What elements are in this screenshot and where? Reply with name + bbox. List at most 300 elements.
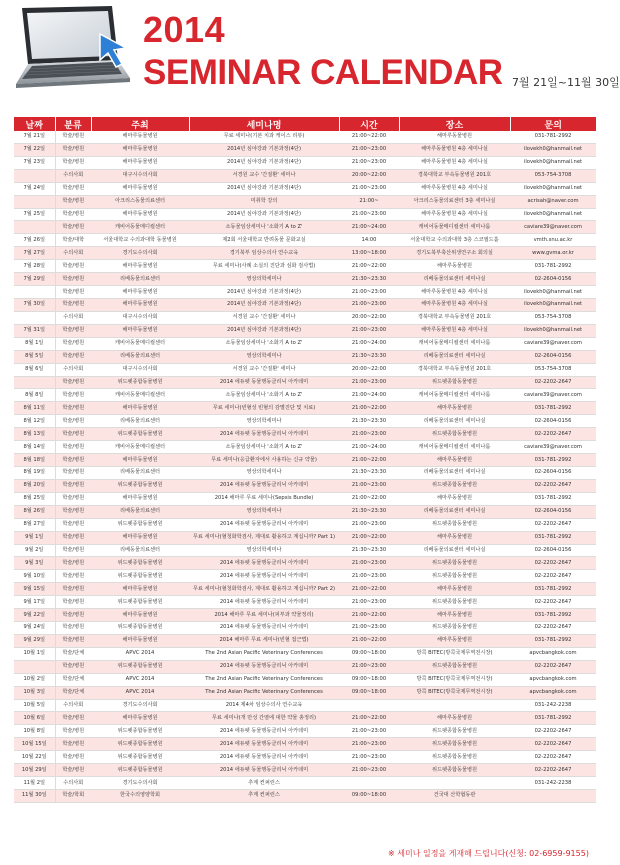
date-cell: 8월 11일 — [14, 402, 55, 415]
category-cell: 학술/병원 — [55, 208, 91, 221]
contact-cell: 02-2202-2647 — [510, 376, 596, 389]
contact-cell: 031-781-2992 — [510, 402, 596, 415]
host-cell: 경기도수의사회 — [91, 699, 189, 712]
date-cell: 10월 29일 — [14, 764, 55, 777]
contact-cell: 02-2202-2647 — [510, 428, 596, 441]
time-cell: 21:30~23:30 — [339, 544, 399, 557]
category-cell: 학술/병원 — [55, 195, 91, 208]
table-row — [14, 221, 596, 234]
time-cell: 21:00~23:00 — [339, 596, 399, 609]
category-cell: 학술/병원 — [55, 751, 91, 764]
contact-cell: 02-2604-0156 — [510, 544, 596, 557]
place-cell — [399, 699, 510, 712]
time-cell: 21:00~23:00 — [339, 557, 399, 570]
seminar-name-cell: The 2nd Asian Pacific Veterinary Conferences — [189, 673, 339, 686]
date-cell: 7월 27일 — [14, 247, 55, 260]
contact-cell: ilovekh0@hanmail.net — [510, 208, 596, 221]
category-cell: 학술/병원 — [55, 492, 91, 505]
header-place: 장소 — [399, 117, 510, 131]
time-cell: 21:00~24:00 — [339, 441, 399, 454]
host-cell: 리베동물의료센터 — [91, 466, 189, 479]
host-cell: 캐비어동물메디컬센터 — [91, 337, 189, 350]
date-cell: 8월 19일 — [14, 466, 55, 479]
seminar-name-cell: 소동물임상세미나 '소화기 A to Z' — [189, 337, 339, 350]
date-cell: 8월 5일 — [14, 350, 55, 363]
host-cell: APVC 2014 — [91, 647, 189, 660]
time-cell: 21:00~23:00 — [339, 751, 399, 764]
seminar-name-cell: 2014 에듀펫 동물행동클리닉 아카데미 — [189, 751, 339, 764]
category-cell: 수의사회 — [55, 363, 91, 376]
time-cell: 21:30~23:30 — [339, 273, 399, 286]
host-cell: 캐비어동물메디컬센터 — [91, 221, 189, 234]
category-cell: 학술/병원 — [55, 738, 91, 751]
category-cell: 학술/병원 — [55, 725, 91, 738]
time-cell: 21:00~22:00 — [339, 583, 399, 596]
contact-cell: caviare39@naver.com — [510, 337, 596, 350]
contact-cell: 02-2202-2647 — [510, 570, 596, 583]
table-row — [14, 441, 596, 454]
host-cell: 해마루동물병원 — [91, 531, 189, 544]
place-cell: 해마루동물병원 4층 세미나실 — [399, 143, 510, 156]
header-contact: 문의 — [510, 117, 596, 131]
contact-cell: 031-242-2238 — [510, 777, 596, 790]
place-cell: 서울대학교 수의과대학 3층 스코필드홀 — [399, 234, 510, 247]
time-cell: 21:00~23:00 — [339, 725, 399, 738]
date-cell: 8월 1일 — [14, 337, 55, 350]
host-cell: 해마루동물병원 — [91, 609, 189, 622]
table-header-row — [14, 117, 596, 131]
host-cell: 해마루동물병원 — [91, 634, 189, 647]
time-cell: 21:00~23:00 — [339, 182, 399, 195]
time-cell: 21:00~23:00 — [339, 208, 399, 221]
host-cell: 리베동물의료센터 — [91, 505, 189, 518]
place-cell: 위드펫종합동물병원 — [399, 479, 510, 492]
host-cell: 위드펫종합동물병원 — [91, 428, 189, 441]
category-cell: 학술/병원 — [55, 712, 91, 725]
seminar-name-cell: 2014년 심야강좌 기본과정(4단) — [189, 324, 339, 337]
contact-cell: 02-2604-0156 — [510, 466, 596, 479]
category-cell: 학술/병원 — [55, 505, 91, 518]
category-cell: 학술/병원 — [55, 389, 91, 402]
place-cell: 위드펫종합동물병원 — [399, 622, 510, 635]
seminar-name-cell: 2014 제4차 임상수의사 연수교육 — [189, 699, 339, 712]
host-cell: 해마루동물병원 — [91, 492, 189, 505]
place-cell: 리베동물의료센터 세미나실 — [399, 544, 510, 557]
contact-cell: www.gvma.or.kr — [510, 247, 596, 260]
contact-cell: 031-781-2992 — [510, 131, 596, 143]
header-time: 시간 — [339, 117, 399, 131]
place-cell: 캐비어동물메디컬센터 세미나룸 — [399, 441, 510, 454]
category-cell: 학술/병원 — [55, 221, 91, 234]
place-cell — [399, 777, 510, 790]
time-cell: 21:00~22:00 — [339, 454, 399, 467]
place-cell: 위드펫종합동물병원 — [399, 570, 510, 583]
host-cell: 대구시수의사회 — [91, 363, 189, 376]
seminar-name-cell: 서경원 교수 '간질환' 세미나 — [189, 169, 339, 182]
time-cell: 21:00~23:00 — [339, 376, 399, 389]
host-cell: 위드펫종합동물병원 — [91, 622, 189, 635]
date-cell: 7월 26일 — [14, 234, 55, 247]
seminar-name-cell: 2014 에듀펫 동물행동클리닉 아카데미 — [189, 660, 339, 673]
time-cell: 21:00~23:00 — [339, 622, 399, 635]
date-cell: 8월 20일 — [14, 479, 55, 492]
host-cell: 위드펫종합동물병원 — [91, 376, 189, 389]
category-cell: 학술/병원 — [55, 324, 91, 337]
time-cell: 21:30~23:30 — [339, 415, 399, 428]
place-cell: 해마루동물병원 — [399, 260, 510, 273]
category-cell: 학술/단체 — [55, 673, 91, 686]
time-cell: 09:00~18:00 — [339, 790, 399, 803]
time-cell: 21:00~24:00 — [339, 337, 399, 350]
place-cell: 건국대 산학협동관 — [399, 790, 510, 803]
host-cell: 해마루동물병원 — [91, 583, 189, 596]
time-cell: 21:00~22:00 — [339, 131, 399, 143]
place-cell: 위드펫종합동물병원 — [399, 428, 510, 441]
time-cell: 21:00~23:00 — [339, 428, 399, 441]
seminar-name-cell: 2014년 심야강좌 기본과정(4단) — [189, 208, 339, 221]
contact-cell: 02-2202-2647 — [510, 479, 596, 492]
contact-cell: 02-2202-2647 — [510, 518, 596, 531]
place-cell: 위드펫종합동물병원 — [399, 725, 510, 738]
contact-cell: 02-2604-0156 — [510, 273, 596, 286]
seminar-name-cell: 미취학 강의 — [189, 195, 339, 208]
category-cell: 학술/병원 — [55, 479, 91, 492]
seminar-name-cell: 추계 컨퍼런스 — [189, 790, 339, 803]
header-date: 날짜 — [14, 117, 55, 131]
category-cell: 학술/병원 — [55, 557, 91, 570]
host-cell: 경기도수의사회 — [91, 247, 189, 260]
seminar-name-cell: 제2회 서울대학교 반려동물 문화교실 — [189, 234, 339, 247]
date-cell: 8월 14일 — [14, 441, 55, 454]
date-cell: 9월 24일 — [14, 622, 55, 635]
date-cell: 10월 3일 — [14, 686, 55, 699]
date-cell: 7월 21일 — [14, 131, 55, 143]
host-cell: 위드펫종합동물병원 — [91, 751, 189, 764]
category-cell: 학술/대학 — [55, 234, 91, 247]
date-cell — [14, 660, 55, 673]
place-cell: 해마루동물병원 4층 세미나실 — [399, 182, 510, 195]
table-row — [14, 790, 596, 803]
place-cell: 리베동물의료센터 세미나실 — [399, 466, 510, 479]
category-cell: 수의사회 — [55, 699, 91, 712]
host-cell: 위드펫종합동물병원 — [91, 725, 189, 738]
seminar-name-cell: 무료 세미나(개 만성 간염에 대한 약물 총정리) — [189, 712, 339, 725]
host-cell: 해마루동물병원 — [91, 286, 189, 299]
time-cell: 13:00~18:00 — [339, 247, 399, 260]
date-cell: 8월 27일 — [14, 518, 55, 531]
category-cell: 수의사회 — [55, 247, 91, 260]
host-cell: 위드펫종합동물병원 — [91, 660, 189, 673]
time-cell: 21:00~22:00 — [339, 531, 399, 544]
seminar-name-cell: 무료 세미나(사례 소실의 진단과 심화 검사법) — [189, 260, 339, 273]
seminar-name-cell: 2014년 심야강좌 기본과정(4단) — [189, 182, 339, 195]
place-cell: 위드펫종합동물병원 — [399, 596, 510, 609]
time-cell: 21:00~23:00 — [339, 764, 399, 777]
host-cell: 위드펫종합동물병원 — [91, 596, 189, 609]
date-cell: 9월 17일 — [14, 596, 55, 609]
seminar-name-cell: 무료 세미나(기본 치과 케이스 리뷰) — [189, 131, 339, 143]
category-cell: 수의사회 — [55, 169, 91, 182]
host-cell: 해마루동물병원 — [91, 402, 189, 415]
seminar-name-cell: 영상의학세미나 — [189, 415, 339, 428]
date-cell: 7월 29일 — [14, 273, 55, 286]
date-cell: 8월 25일 — [14, 492, 55, 505]
date-cell: 10월 15일 — [14, 738, 55, 751]
place-cell: 위드펫종합동물병원 — [399, 557, 510, 570]
date-cell: 9월 10일 — [14, 570, 55, 583]
time-cell: 21:00~ — [339, 195, 399, 208]
host-cell: 해마루동물병원 — [91, 712, 189, 725]
category-cell: 학술/병원 — [55, 441, 91, 454]
date-cell: 10월 5일 — [14, 699, 55, 712]
table-row — [14, 518, 596, 531]
table-row — [14, 660, 596, 673]
contact-cell: caviare39@naver.com — [510, 221, 596, 234]
date-cell: 10월 6일 — [14, 712, 55, 725]
table-row — [14, 570, 596, 583]
table-row — [14, 143, 596, 156]
seminar-name-cell: 무료 세미나(혈청화학검사, 제대로 활용하고 계십니까? Part 1) — [189, 531, 339, 544]
category-cell: 학술/병원 — [55, 622, 91, 635]
category-cell: 학술/단체 — [55, 686, 91, 699]
table-row — [14, 622, 596, 635]
host-cell: 리베동물의료센터 — [91, 273, 189, 286]
time-cell: 21:00~22:00 — [339, 402, 399, 415]
host-cell: APVC 2014 — [91, 686, 189, 699]
seminar-name-cell: 무료 세미나(빈혈성 빈혈의 감별진단 및 치료) — [189, 402, 339, 415]
date-cell — [14, 311, 55, 324]
contact-cell: apvcbangkok.com — [510, 647, 596, 660]
table-row — [14, 415, 596, 428]
contact-cell: 02-2604-0156 — [510, 505, 596, 518]
category-cell: 학술/병원 — [55, 298, 91, 311]
table-row — [14, 686, 596, 699]
seminar-name-cell: 2014 에듀펫 동물행동클리닉 아카데미 — [189, 479, 339, 492]
contact-cell: apvcbangkok.com — [510, 673, 596, 686]
host-cell: 위드펫종합동물병원 — [91, 570, 189, 583]
category-cell: 학술/병원 — [55, 544, 91, 557]
contact-cell: ilovekh0@hanmail.net — [510, 286, 596, 299]
contact-cell: 02-2202-2647 — [510, 596, 596, 609]
contact-cell — [510, 790, 596, 803]
seminar-name-cell: 2014 해마루 무료 세미나(빈혈 접근법) — [189, 634, 339, 647]
date-cell: 8월 18일 — [14, 454, 55, 467]
table-row — [14, 131, 596, 143]
table-row — [14, 156, 596, 169]
table-row — [14, 389, 596, 402]
date-cell — [14, 195, 55, 208]
seminar-name-cell: 서경원 교수 '간질환' 세미나 — [189, 311, 339, 324]
time-cell: 21:00~23:00 — [339, 298, 399, 311]
place-cell: 캐비어동물메디컬센터 세미나룸 — [399, 337, 510, 350]
contact-cell: apvcbangkok.com — [510, 686, 596, 699]
time-cell: 21:00~24:00 — [339, 221, 399, 234]
time-cell: 21:30~23:30 — [339, 350, 399, 363]
contact-cell: 031-781-2992 — [510, 260, 596, 273]
table-row — [14, 466, 596, 479]
place-cell: 해마루동물병원 — [399, 634, 510, 647]
time-cell: 20:00~22:00 — [339, 311, 399, 324]
host-cell: 아크리스동물의료센터 — [91, 195, 189, 208]
seminar-name-cell: 2014 해마루 무료 세미나(Sepsis Bundle) — [189, 492, 339, 505]
time-cell: 21:00~23:00 — [339, 738, 399, 751]
seminar-name-cell: 영상의학세미나 — [189, 505, 339, 518]
category-cell: 학술/병원 — [55, 531, 91, 544]
host-cell: 위드펫종합동물병원 — [91, 764, 189, 777]
table-row — [14, 182, 596, 195]
contact-cell: 031-781-2992 — [510, 583, 596, 596]
date-cell: 10월 22일 — [14, 751, 55, 764]
category-cell: 학술/병원 — [55, 273, 91, 286]
category-cell: 학술/병원 — [55, 634, 91, 647]
contact-cell: 02-2202-2647 — [510, 660, 596, 673]
time-cell: 21:30~23:30 — [339, 505, 399, 518]
seminar-name-cell: 소동물임상세미나 '소화기 A to Z' — [189, 389, 339, 402]
table-row — [14, 337, 596, 350]
seminar-name-cell: 소동물임상세미나 '소화기 A to Z' — [189, 441, 339, 454]
host-cell: 해마루동물병원 — [91, 260, 189, 273]
table-row — [14, 479, 596, 492]
seminar-name-cell: The 2nd Asian Pacific Veterinary Conferences — [189, 647, 339, 660]
seminar-name-cell: 서경원 교수 '간질환' 세미나 — [189, 363, 339, 376]
seminar-name-cell: The 2nd Asian Pacific Veterinary Conferences — [189, 686, 339, 699]
date-cell: 9월 22일 — [14, 609, 55, 622]
contact-cell: 053-754-3708 — [510, 311, 596, 324]
place-cell: 캐비어동물메디컬센터 세미나룸 — [399, 221, 510, 234]
time-cell: 09:00~18:00 — [339, 686, 399, 699]
seminar-name-cell: 2014년 심야강좌 기본과정(4단) — [189, 286, 339, 299]
place-cell: 해마루동물병원 4층 세미나실 — [399, 324, 510, 337]
contact-cell: 02-2604-0156 — [510, 415, 596, 428]
place-cell: 해마루동물병원 — [399, 583, 510, 596]
seminar-name-cell: 영상의학세미나 — [189, 544, 339, 557]
table-row — [14, 544, 596, 557]
table-row — [14, 673, 596, 686]
place-cell: 위드펫종합동물병원 — [399, 738, 510, 751]
title-year: 2014 — [143, 9, 226, 50]
table-row — [14, 428, 596, 441]
time-cell: 21:00~22:00 — [339, 634, 399, 647]
place-cell: 리베동물의료센터 세미나실 — [399, 273, 510, 286]
table-row — [14, 725, 596, 738]
category-cell: 학술/병원 — [55, 182, 91, 195]
place-cell: 위드펫종합동물병원 — [399, 660, 510, 673]
seminar-name-cell: 무료 세미나(혈청화학검사, 제대로 활용하고 계십니까? Part 2) — [189, 583, 339, 596]
seminar-name-cell: 2014년 심야강좌 기본과정(4단) — [189, 156, 339, 169]
contact-cell: 031-781-2992 — [510, 609, 596, 622]
table-row — [14, 169, 596, 182]
table-row — [14, 712, 596, 725]
host-cell: 해마루동물병원 — [91, 156, 189, 169]
seminar-name-cell: 소동물임상세미나 '소화기 A to Z' — [189, 221, 339, 234]
table-row — [14, 531, 596, 544]
contact-cell: ilovekh0@hanmail.net — [510, 156, 596, 169]
table-row — [14, 234, 596, 247]
date-cell: 10월 2일 — [14, 673, 55, 686]
place-cell: 해마루동물병원 — [399, 531, 510, 544]
table-row — [14, 596, 596, 609]
contact-cell: vmth.snu.ac.kr — [510, 234, 596, 247]
contact-cell: 02-2202-2647 — [510, 725, 596, 738]
place-cell: 해마루동물병원 — [399, 402, 510, 415]
time-cell: 21:00~22:00 — [339, 609, 399, 622]
date-cell: 7월 30일 — [14, 298, 55, 311]
table-row — [14, 454, 596, 467]
place-cell: 리베동물의료센터 세미나실 — [399, 415, 510, 428]
seminar-name-cell: 2014 에듀펫 동물행동클리닉 아카데미 — [189, 622, 339, 635]
place-cell: 경북대학교 부속동물병원 201호 — [399, 169, 510, 182]
category-cell: 학술/병원 — [55, 660, 91, 673]
date-cell: 9월 15일 — [14, 583, 55, 596]
time-cell — [339, 777, 399, 790]
place-cell: 해마루동물병원 4층 세미나실 — [399, 156, 510, 169]
place-cell: 방콕 BITEC(방콕국제무역전시장) — [399, 647, 510, 660]
time-cell: 21:00~23:00 — [339, 660, 399, 673]
table-row — [14, 311, 596, 324]
host-cell: 캐비어동물메디컬센터 — [91, 389, 189, 402]
seminar-name-cell: 2014 에듀펫 동물행동클리닉 아카데미 — [189, 376, 339, 389]
host-cell: 캐비어동물메디컬센터 — [91, 441, 189, 454]
table-row — [14, 260, 596, 273]
category-cell: 수의사회 — [55, 311, 91, 324]
header-host: 주최 — [91, 117, 189, 131]
table-row — [14, 247, 596, 260]
host-cell: 위드펫종합동물병원 — [91, 557, 189, 570]
date-cell: 10월 8일 — [14, 725, 55, 738]
table-row — [14, 505, 596, 518]
time-cell: 21:00~24:00 — [339, 389, 399, 402]
category-cell: 학술/병원 — [55, 415, 91, 428]
time-cell: 21:00~23:00 — [339, 324, 399, 337]
host-cell: 대구시수의사회 — [91, 169, 189, 182]
time-cell: 09:00~18:00 — [339, 673, 399, 686]
contact-cell: caviare39@naver.com — [510, 389, 596, 402]
time-cell: 20:00~22:00 — [339, 169, 399, 182]
time-cell: 21:00~23:00 — [339, 143, 399, 156]
table-row — [14, 647, 596, 660]
seminar-name-cell: 2014 에듀펫 동물행동클리닉 아카데미 — [189, 725, 339, 738]
date-cell: 7월 23일 — [14, 156, 55, 169]
host-cell: 대구시수의사회 — [91, 311, 189, 324]
seminar-name-cell: 2014 에듀펫 동물행동클리닉 아카데미 — [189, 518, 339, 531]
seminar-name-cell: 2014년 심야강좌 기본과정(4단) — [189, 298, 339, 311]
contact-cell: 031-781-2992 — [510, 634, 596, 647]
date-cell: 8월 26일 — [14, 505, 55, 518]
seminar-name-cell: 무료 세미나(응급환자에서 사용하는 신규 약물) — [189, 454, 339, 467]
place-cell: 해마루동물병원 4층 세미나실 — [399, 286, 510, 299]
table-row — [14, 298, 596, 311]
host-cell: 위드펫종합동물병원 — [91, 479, 189, 492]
place-cell: 방콕 BITEC(방콕국제무역전시장) — [399, 686, 510, 699]
contact-cell: 031-781-2992 — [510, 492, 596, 505]
category-cell: 학술/병원 — [55, 286, 91, 299]
place-cell: 해마루동물병원 4층 세미나실 — [399, 208, 510, 221]
table-row — [14, 208, 596, 221]
seminar-name-cell: 경기북부 임상수의사 연수교육 — [189, 247, 339, 260]
place-cell: 위드펫종합동물병원 — [399, 376, 510, 389]
category-cell: 학술/병원 — [55, 764, 91, 777]
table-row — [14, 402, 596, 415]
date-cell — [14, 221, 55, 234]
contact-cell: 02-2202-2647 — [510, 557, 596, 570]
contact-cell: caviare39@naver.com — [510, 441, 596, 454]
host-cell: 위드펫종합동물병원 — [91, 518, 189, 531]
seminar-name-cell: 2014 에듀펫 동물행동클리닉 아카데미 — [189, 428, 339, 441]
seminar-name-cell: 2014 에듀펫 동물행동클리닉 아카데미 — [189, 596, 339, 609]
date-cell: 11월 30일 — [14, 790, 55, 803]
host-cell: 해마루동물병원 — [91, 324, 189, 337]
place-cell: 리베동물의료센터 세미나실 — [399, 350, 510, 363]
